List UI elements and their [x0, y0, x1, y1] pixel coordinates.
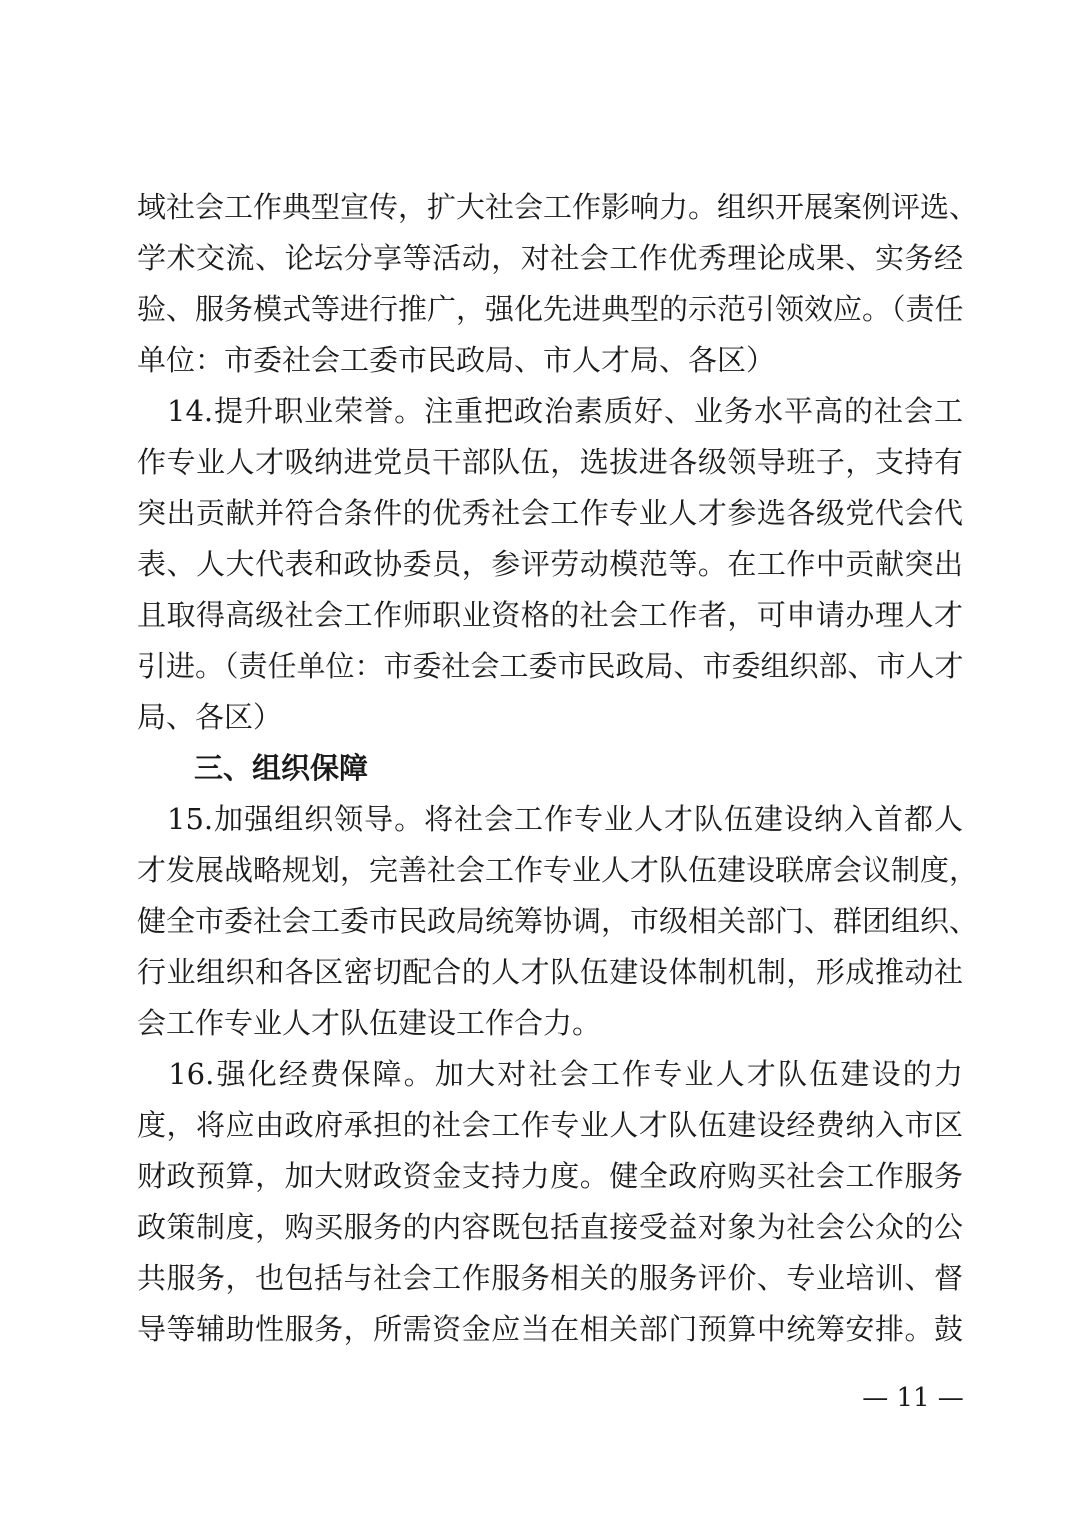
body-line: 才发展战略规划，完善社会工作专业人才队伍建设联席会议制度， — [137, 853, 979, 887]
body-line: 引进。（责任单位：市委社会工委市民政局、市委组织部、市人才 — [137, 649, 964, 683]
body-line: 政策制度，购买服务的内容既包括直接受益对象为社会公众的公 — [137, 1210, 963, 1244]
body-line: 表、人大代表和政协委员，参评劳动模范等。在工作中贡献突出 — [137, 547, 963, 581]
body-line: 共服务，也包括与社会工作服务相关的服务评价、专业培训、督 — [137, 1261, 963, 1295]
item-14-line: 14.提升职业荣誉。注重把政治素质好、业务水平高的社会工 — [137, 394, 963, 428]
item-16-line: 16.强化经费保障。加大对社会工作专业人才队伍建设的力 — [137, 1057, 963, 1091]
body-line: 度，将应由政府承担的社会工作专业人才队伍建设经费纳入市区 — [137, 1108, 963, 1142]
item-15-line: 15.加强组织领导。将社会工作专业人才队伍建设纳入首都人 — [137, 802, 963, 836]
section-heading: 三、组织保障 — [194, 751, 369, 785]
body-line: 且取得高级社会工作师职业资格的社会工作者，可申请办理人才 — [137, 598, 963, 632]
body-line: 域社会工作典型宣传，扩大社会工作影响力。组织开展案例评选、 — [137, 190, 979, 224]
body-line: 突出贡献并符合条件的优秀社会工作专业人才参选各级党代会代 — [137, 496, 963, 530]
body-line: 财政预算，加大财政资金支持力度。健全政府购买社会工作服务 — [137, 1159, 963, 1193]
body-line: 学术交流、论坛分享等活动，对社会工作优秀理论成果、实务经 — [137, 241, 963, 275]
page-number: — 11 — — [862, 1383, 964, 1413]
body-line: 健全市委社会工委市民政局统筹协调，市级相关部门、群团组织、 — [137, 904, 979, 938]
body-line: 作专业人才吸纳进党员干部队伍，选拔进各级领导班子，支持有 — [137, 445, 963, 479]
document-body — [137, 182, 979, 1355]
body-line: 单位：市委社会工委市民政局、市人才局、各区） — [137, 343, 776, 377]
body-line: 验、服务模式等进行推广，强化先进典型的示范引领效应。（责任 — [137, 292, 964, 326]
body-line: 导等辅助性服务，所需资金应当在相关部门预算中统筹安排。鼓 — [137, 1312, 963, 1346]
body-line: 行业组织和各区密切配合的人才队伍建设体制机制，形成推动社 — [137, 955, 963, 989]
body-line: 会工作专业人才队伍建设工作合力。 — [137, 1006, 602, 1040]
body-line: 局、各区） — [137, 700, 283, 734]
